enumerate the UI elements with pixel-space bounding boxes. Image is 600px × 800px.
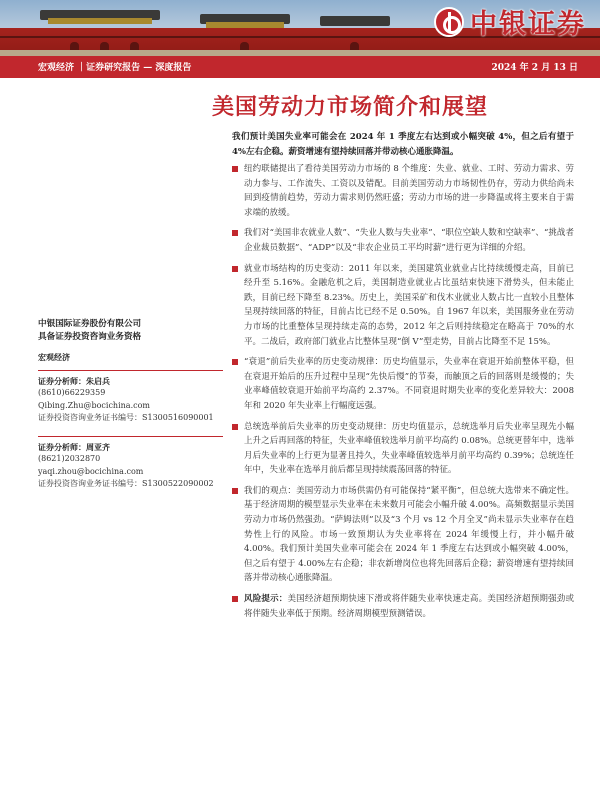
risk-text: 美国经济超预期快速下滑或将伴随失业率快速走高。美国经济超预期强劲或将伴随失业率低于预期。经济周期模型预测错误。 — [244, 594, 574, 619]
bullet-item — [232, 226, 574, 255]
analyst-phone: (8610)66229359 — [38, 388, 106, 397]
header-banner — [0, 0, 600, 56]
org-name: 中银国际证券股份有限公司 — [38, 319, 142, 329]
bullet-text: 总统选举前后失业率的历史变动规律：历史均值显示，总统选举月后失业率呈现先小幅上升之后再回落的特征，失业率峰值较选举月前平均高约 0.08%。总统更替年中，选举月后失业率的上行更为显著且持久，失业率峰值较选举月前平均高约 0.39%；总统连任年中，失业率在选举月前后都呈现持续震荡回落的特征。 — [244, 421, 574, 476]
bullet-text: 我们的观点：美国劳动力市场供需仍有可能保持“紧平衡”，但总统大选带来不确定性。基于经济周期的模型显示失业率在未来数月可能会小幅升破 4.00%。高频数据显示美国劳动力市场仍然强劲。“萨姆法则”以及“3 个月 vs 12 个月全叉”尚未显示失业率存在趋势性上行的风险。市场一致预期认为失业率将在 2024 年缓慢上行，并小幅升破 4.00%。我们预计美国失业率可能会在 2024 年 1 季度左右达到或小幅突破 4.00%，但之后有望于 4.00%左右企稳；非农新增岗位也将先回落后企稳；薪资增速有望持续回落并带动核心通胀降温。 — [244, 485, 574, 584]
bullet-item — [232, 484, 574, 586]
bullet-square-icon — [232, 359, 238, 365]
bullet-square-icon — [232, 488, 238, 494]
bullet-square-icon — [232, 230, 238, 236]
brand-name: 中银证券 — [470, 9, 586, 40]
bullet-text: 我们对“美国非农就业人数”、“失业人数与失业率”、“职位空缺人数和空缺率”、“挑战者企业裁员数据”、“ADP”以及“非农企业员工平均时薪”进行更为详细的介绍。 — [244, 228, 574, 253]
analyst-cert: 证券投资咨询业务证书编号：S1300522090002 — [38, 479, 214, 488]
report-category: 宏观经济 ｜证券研究报告 — 深度报告 — [38, 63, 192, 73]
analyst-cert: 证券投资咨询业务证书编号：S1300516090001 — [38, 413, 214, 422]
bullet-square-icon — [232, 424, 238, 430]
palace-roof — [320, 16, 390, 26]
summary-lede: 我们预计美国失业率可能会在 2024 年 1 季度左右达到或小幅突破 4%，但之后有望于 4%左右企稳。薪资增速有望持续回落并带动核心通胀降温。 — [232, 132, 574, 157]
bullet-square-icon — [232, 596, 238, 602]
key-points — [232, 162, 574, 627]
analyst-sidebar — [38, 318, 223, 491]
sidebar-category: 宏观经济 — [38, 352, 70, 362]
brand — [434, 2, 586, 41]
bullet-item — [232, 262, 574, 350]
bullet-item — [232, 162, 574, 220]
analyst-email[interactable]: yaqi.zhou@bocichina.com — [38, 466, 144, 476]
sidebar-divider — [38, 436, 223, 437]
risk-label: 风险提示： — [244, 594, 288, 605]
bullet-item — [232, 355, 574, 413]
analyst-phone: (8621)2032870 — [38, 454, 101, 463]
report-date: 2024 年 2 月 13 日 — [491, 63, 578, 73]
bullet-text: 纽约联储提出了看待美国劳动力市场的 8 个维度：失业、就业、工时、劳动力需求、劳动力参与、工作流失、工资以及错配。目前美国劳动力市场韧性仍存，劳动力供给尚未回到疫情前趋势，劳动力需求则仍然旺盛；劳动力市场的进一步降温或将主要来自于需求端的放缓。 — [244, 164, 574, 218]
org-qualification: 具备证券投资咨询业务资格 — [38, 332, 142, 342]
bullet-square-icon — [232, 166, 238, 172]
palace-eave — [48, 18, 152, 24]
boc-logo-icon — [434, 7, 464, 37]
bullet-item — [232, 420, 574, 478]
analyst-name: 证券分析师：朱启兵 — [38, 375, 110, 386]
risk-warning — [232, 592, 574, 621]
report-title: 美国劳动力市场简介和展望 — [212, 94, 489, 120]
bullet-square-icon — [232, 266, 238, 272]
bullet-text: “衰退”前后失业率的历史变动规律：历史均值显示，失业率在衰退开始前整体平稳，但在衰退开始后的压升过程中呈现“先快后慢”的节奏，而触顶之后的回落则是缓慢的；失业率峰值较衰退开始前平均高约 2.37%。不同衰退时期失业率的变化差异较大：2008 年和 2020 年失业率上行幅度远强。 — [244, 357, 574, 411]
sidebar-divider — [38, 370, 223, 371]
analyst-name: 证券分析师：周亚齐 — [38, 441, 110, 452]
category-strip — [0, 56, 600, 78]
analyst-email[interactable]: Qibing.Zhu@bocichina.com — [38, 400, 150, 410]
bullet-text: 就业市场结构的历史变动：2011 年以来，美国建筑业就业占比持续缓慢走高，目前已经升至 5.16%。金融危机之后，美国制造业就业占比虽结束快速下滑势头，但未能止跌，目前已经下降至 8.23%。历史上，美国采矿和伐木业就业人数占比一直较小且整体呈现持续回落的特征，目前占比已经不足 0.50%。自 1967 年以来，美国服务业在劳动力市场的比重整体呈现持续走高的态势，2012 年之后则持续稳定在略高于 70%的水平。二战后，政府部门就业占比整体呈现“倒 V”型走势，目前占比降至不足 15%。 — [244, 263, 574, 347]
